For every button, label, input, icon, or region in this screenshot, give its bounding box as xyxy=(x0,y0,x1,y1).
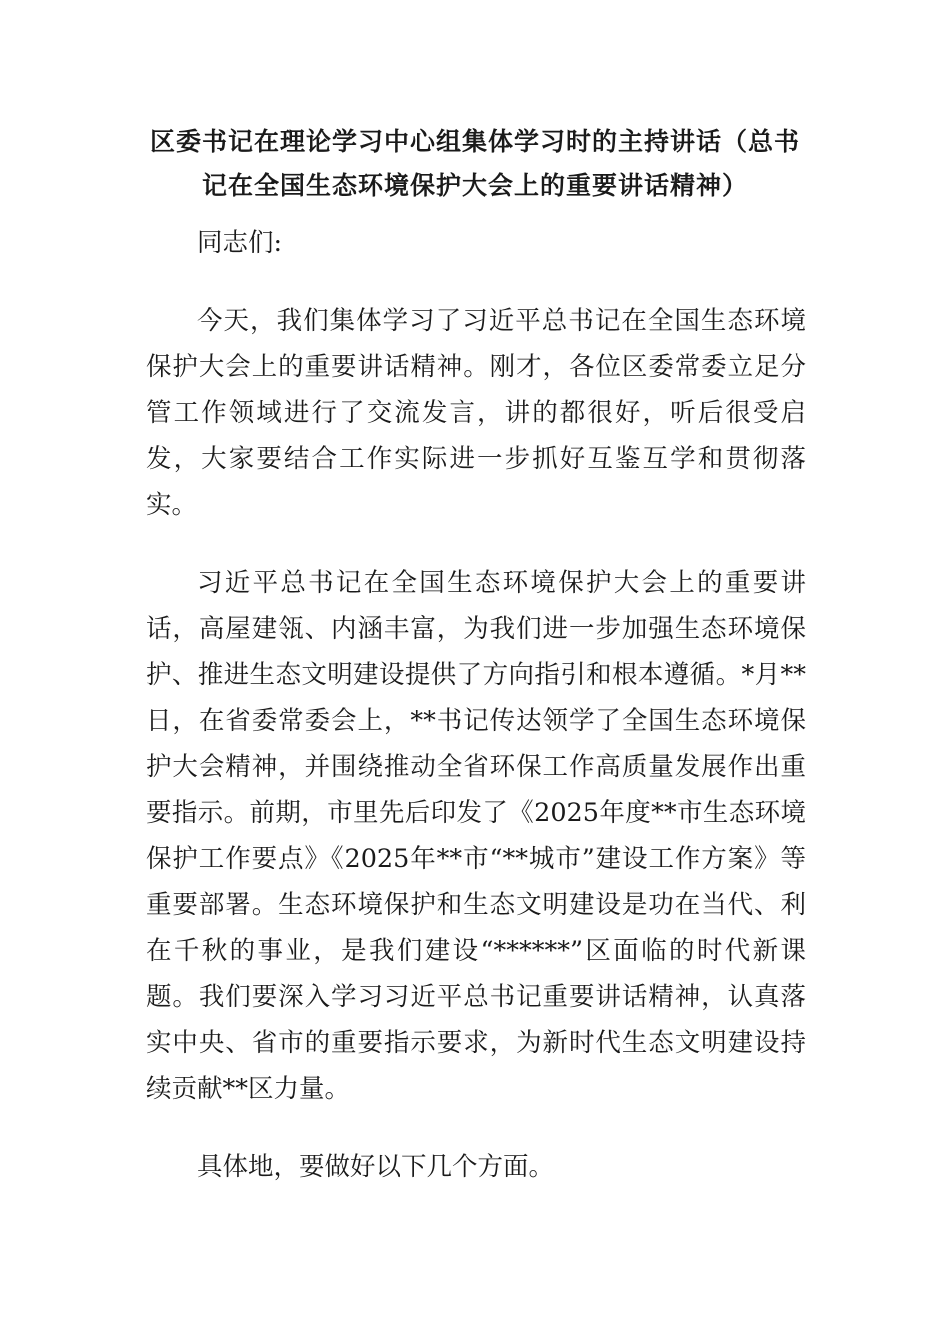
body-paragraph-1: 今天，我们集体学习了习近平总书记在全国生态环境保护大会上的重要讲话精神。刚才，各位区委常委立足分管工作领域进行了交流发言，讲的都很好，听后很受启发，大家要结合工作实际进一步抓好互鉴互学和贯彻落实。 xyxy=(146,306,806,520)
document-body xyxy=(146,220,806,1222)
body-paragraph-2: 习近平总书记在全国生态环境保护大会上的重要讲话，高屋建瓴、内涵丰富，为我们进一步加强生态环境保护、推进生态文明建设提供了方向指引和根本遵循。*月**日，在省委常委会上，**书记传达领学了全国生态环境保护大会精神，并围绕推动全省环保工作高质量发展作出重要指示。前期，市里先后印发了《2025年度**市生态环境保护工作要点》《2025年**市“**城市”建设工作方案》等重要部署。生态环境保护和生态文明建设是功在当代、利在千秋的事业，是我们建设“******”区面临的时代新课题。我们要深入学习习近平总书记重要讲话精神，认真落实中央、省市的重要指示要求，为新时代生态文明建设持续贡献**区力量。 xyxy=(146,568,806,1104)
salutation: 同志们: xyxy=(197,228,283,258)
body-paragraph-3: 具体地，要做好以下几个方面。 xyxy=(197,1152,555,1182)
document-title: 区委书记在理论学习中心组集体学习时的主持讲话（总书记在全国生态环境保护大会上的重要讲话精神） xyxy=(149,127,800,200)
